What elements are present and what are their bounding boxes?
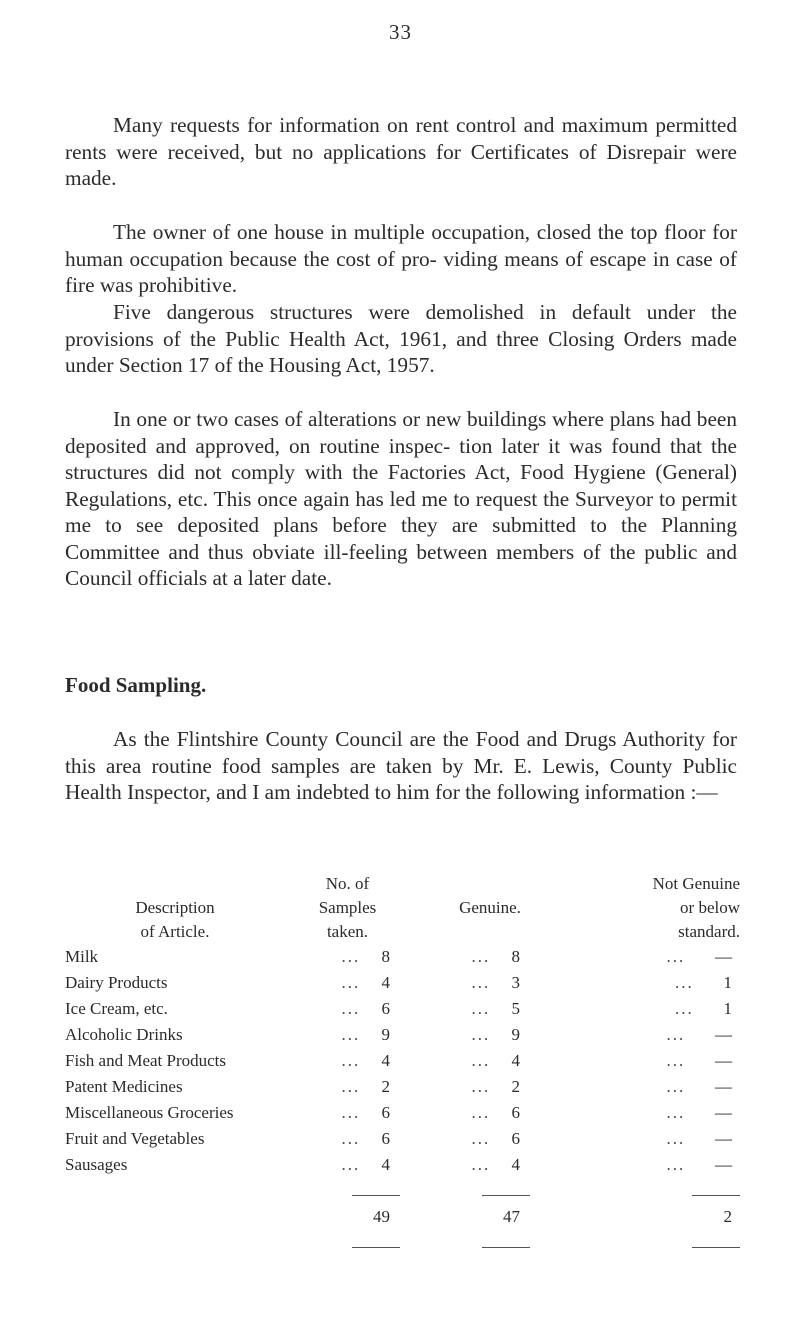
row-not-genuine	[570, 1022, 740, 1048]
header-not-genuine-line3: standard.	[678, 922, 740, 941]
row-not-genuine-value: —	[715, 1155, 732, 1174]
row-samples-value: 6	[381, 1129, 390, 1148]
header-genuine-line1: Genuine.	[459, 898, 521, 917]
row-not-genuine	[570, 1152, 740, 1178]
row-genuine	[410, 970, 570, 996]
leader-dots: ...	[675, 973, 694, 992]
leader-dots: ...	[471, 947, 491, 966]
leader-dots: ...	[471, 999, 491, 1018]
row-not-genuine	[570, 996, 740, 1022]
total-rule-not-genuine	[692, 1195, 740, 1196]
total-genuine: 47	[503, 1207, 520, 1226]
row-description: Sausages	[65, 1155, 128, 1174]
row-samples-value: 2	[381, 1077, 390, 1096]
header-samples-line3: taken.	[326, 922, 369, 941]
row-description: Ice Cream, etc.	[65, 999, 168, 1018]
row-samples	[285, 996, 410, 1022]
header-samples-line2: Samples	[318, 898, 377, 917]
leader-dots: ...	[471, 1103, 491, 1122]
leader-dots: ...	[471, 973, 491, 992]
table-row	[65, 944, 740, 970]
row-genuine-value: 2	[511, 1077, 520, 1096]
row-samples-value: 8	[381, 947, 390, 966]
leader-dots: ...	[675, 999, 694, 1018]
leader-dots: ...	[341, 1025, 361, 1044]
row-genuine-value: 6	[511, 1103, 520, 1122]
row-samples-value: 6	[381, 1103, 390, 1122]
totals-row	[65, 1204, 740, 1230]
row-genuine	[410, 1048, 570, 1074]
leader-dots: ...	[471, 1051, 491, 1070]
row-samples	[285, 1152, 410, 1178]
paragraph-building-plans: In one or two cases of alterations or new buildings where plans had been deposited and approved, on routine inspec- tion later it was found that the structures did not comply with the Factories Act, Food Hygiene (General) Regulations, etc. This once again has led me to request the Surveyor to permit me to see deposited plans before they are submitted to the Planning Committee and thus obviate ill-feeling between members of the public and Council officials at a later date.	[65, 407, 737, 590]
row-not-genuine	[570, 970, 740, 996]
row-samples	[285, 1048, 410, 1074]
food-sampling-table	[65, 872, 740, 1256]
section-heading: Food Sampling.	[65, 673, 207, 697]
row-samples-value: 9	[381, 1025, 390, 1044]
leader-dots: ...	[666, 1155, 686, 1174]
total-rule-genuine	[482, 1195, 530, 1196]
leader-dots: ...	[471, 1077, 491, 1096]
row-description: Dairy Products	[65, 973, 168, 992]
bottom-rule-row	[65, 1230, 740, 1256]
leader-dots: ...	[341, 1077, 361, 1096]
row-genuine-value: 3	[511, 973, 520, 992]
total-rule-row	[65, 1178, 740, 1204]
header-samples	[285, 872, 410, 944]
leader-dots: ...	[666, 1051, 686, 1070]
leader-dots: ...	[666, 1025, 686, 1044]
table-row	[65, 1152, 740, 1178]
leader-dots: ...	[471, 1155, 491, 1174]
row-samples	[285, 1022, 410, 1048]
paragraph-dangerous-structures: Five dangerous structures were demolished in default under the provisions of the Public Health Act, 1961, and three Closing Orders made under Section 17 of the Housing Act, 1957.	[65, 300, 737, 377]
row-samples-value: 4	[381, 973, 390, 992]
paragraph-rent-control: Many requests for information on rent control and maximum permitted rents were received, but no applications for Certificates of Disrepair were made.	[65, 113, 737, 190]
paragraph-multiple-occupation: The owner of one house in multiple occupation, closed the top floor for human occupation because the cost of pro- viding means of escape in case of fire was prohibitive.	[65, 220, 737, 297]
leader-dots: ...	[341, 1051, 361, 1070]
row-description: Fruit and Vegetables	[65, 1129, 205, 1148]
header-description-line2: of Article.	[140, 922, 210, 941]
leader-dots: ...	[341, 947, 361, 966]
leader-dots: ...	[341, 1129, 361, 1148]
row-samples	[285, 944, 410, 970]
table-header-row	[65, 872, 740, 944]
row-not-genuine	[570, 944, 740, 970]
leader-dots: ...	[666, 1103, 686, 1122]
row-not-genuine	[570, 1100, 740, 1126]
row-not-genuine	[570, 1048, 740, 1074]
row-samples-value: 4	[381, 1155, 390, 1174]
page-number: 33	[389, 20, 412, 44]
row-samples-value: 6	[381, 999, 390, 1018]
header-description	[65, 872, 285, 944]
row-samples-value: 4	[381, 1051, 390, 1070]
header-samples-line1: No. of	[325, 874, 370, 893]
row-not-genuine-value: —	[715, 947, 732, 966]
row-not-genuine-value: —	[715, 1051, 732, 1070]
leader-dots: ...	[666, 1129, 686, 1148]
table-row	[65, 1100, 740, 1126]
row-genuine	[410, 944, 570, 970]
bottom-rule-not-genuine	[692, 1247, 740, 1248]
row-genuine	[410, 1074, 570, 1100]
header-not-genuine-line2: or below	[680, 898, 740, 917]
table-row	[65, 1074, 740, 1100]
row-description: Fish and Meat Products	[65, 1051, 227, 1070]
row-genuine	[410, 1152, 570, 1178]
header-not-genuine	[570, 872, 740, 944]
row-samples	[285, 970, 410, 996]
leader-dots: ...	[341, 1103, 361, 1122]
table-row	[65, 996, 740, 1022]
row-genuine-value: 9	[511, 1025, 520, 1044]
total-not-genuine: 2	[723, 1207, 732, 1226]
total-rule-samples	[352, 1195, 400, 1196]
leader-dots: ...	[471, 1025, 491, 1044]
row-genuine	[410, 1126, 570, 1152]
table-row	[65, 1048, 740, 1074]
row-description: Alcoholic Drinks	[65, 1025, 183, 1044]
row-genuine	[410, 1022, 570, 1048]
leader-dots: ...	[341, 999, 361, 1018]
header-genuine	[410, 872, 570, 944]
paragraph-food-sampling-intro: As the Flintshire County Council are the Food and Drugs Authority for this area routine food samples are taken by Mr. E. Lewis, County Public Health Inspector, and I am indebted to him for the following information :—	[65, 727, 737, 804]
row-genuine	[410, 996, 570, 1022]
table-row	[65, 970, 740, 996]
bottom-rule-samples	[352, 1247, 400, 1248]
row-not-genuine-value: 1	[723, 999, 732, 1018]
row-not-genuine-value: —	[715, 1077, 732, 1096]
row-not-genuine-value: 1	[723, 973, 732, 992]
row-genuine-value: 4	[511, 1051, 520, 1070]
row-description: Patent Medicines	[65, 1077, 183, 1096]
row-description: Miscellaneous Groceries	[65, 1103, 234, 1122]
row-samples	[285, 1074, 410, 1100]
leader-dots: ...	[471, 1129, 491, 1148]
row-description: Milk	[65, 947, 99, 966]
row-samples	[285, 1126, 410, 1152]
row-genuine-value: 8	[511, 947, 520, 966]
leader-dots: ...	[666, 1077, 686, 1096]
row-not-genuine-value: —	[715, 1025, 732, 1044]
row-genuine-value: 4	[511, 1155, 520, 1174]
row-genuine	[410, 1100, 570, 1126]
row-not-genuine	[570, 1074, 740, 1100]
row-samples	[285, 1100, 410, 1126]
row-not-genuine-value: —	[715, 1129, 732, 1148]
row-genuine-value: 5	[511, 999, 520, 1018]
bottom-rule-genuine	[482, 1247, 530, 1248]
header-description-line1: Description	[135, 898, 215, 917]
leader-dots: ...	[341, 973, 361, 992]
table-row	[65, 1022, 740, 1048]
header-not-genuine-line1: Not Genuine	[652, 874, 740, 893]
leader-dots: ...	[666, 947, 686, 966]
table-row	[65, 1126, 740, 1152]
leader-dots: ...	[341, 1155, 361, 1174]
total-samples: 49	[373, 1207, 390, 1226]
row-not-genuine-value: —	[715, 1103, 732, 1122]
row-genuine-value: 6	[511, 1129, 520, 1148]
row-not-genuine	[570, 1126, 740, 1152]
